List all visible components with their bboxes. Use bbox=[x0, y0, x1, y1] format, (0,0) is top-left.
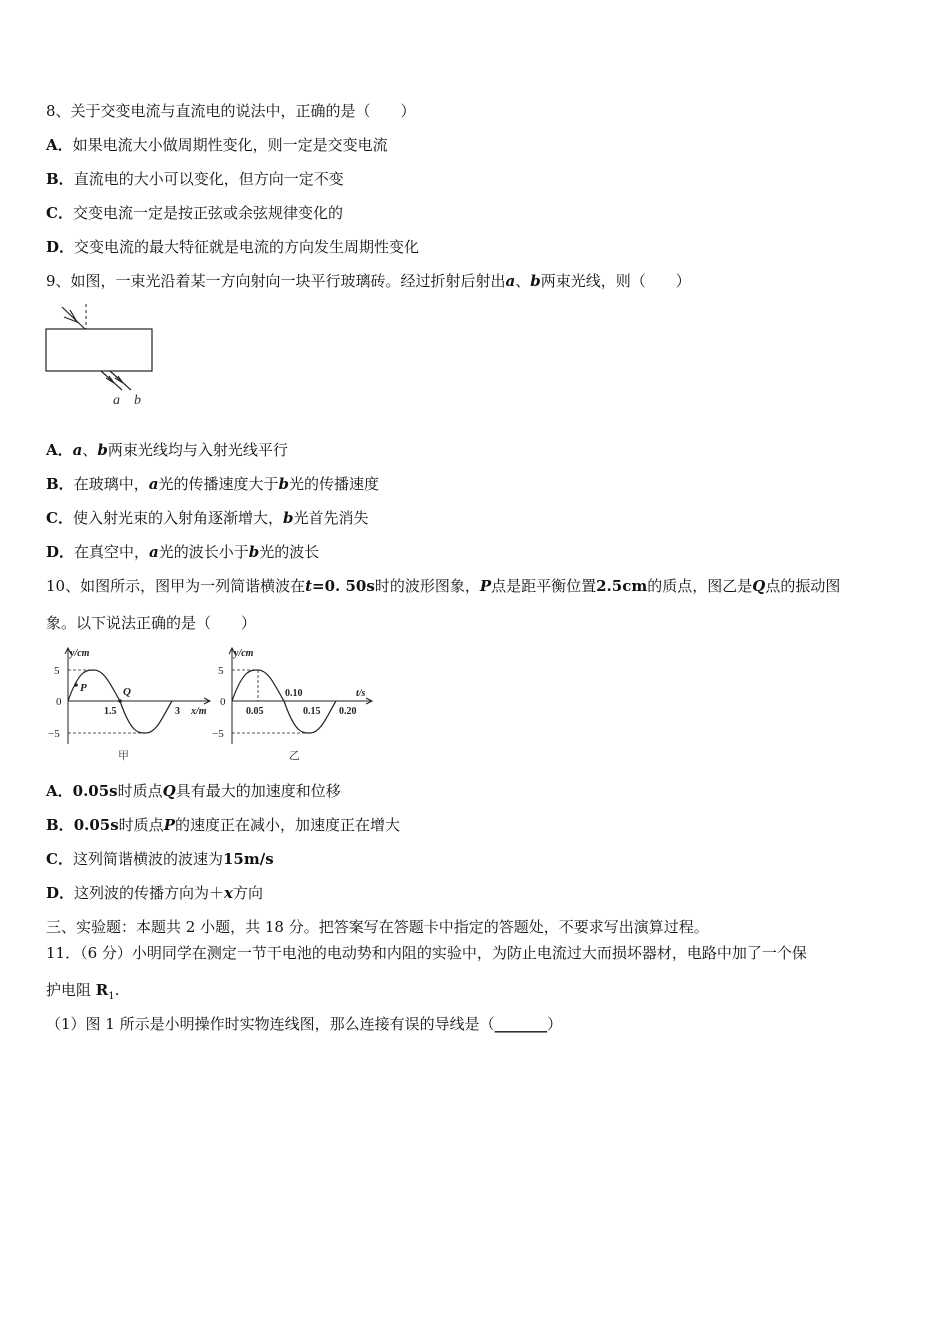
caption-jia: 甲 bbox=[118, 750, 129, 762]
q10-option-b bbox=[46, 815, 400, 835]
q8-option-d bbox=[46, 237, 419, 257]
text: 在真空中， bbox=[74, 543, 150, 561]
y-tick-0: 0 bbox=[56, 696, 62, 708]
value: 15m/s bbox=[222, 850, 274, 868]
var-p: P bbox=[163, 816, 175, 834]
text: 时质点 bbox=[117, 782, 163, 800]
option-text: 如果电流大小做周期性变化，则一定是交变电流 bbox=[72, 136, 388, 154]
subscript: 1 bbox=[108, 991, 115, 1002]
option-text: 直流电的大小可以变化，但方向一定不变 bbox=[73, 170, 344, 188]
point-q bbox=[118, 699, 122, 703]
time-value: =0. 50s bbox=[312, 577, 375, 595]
var-a: a bbox=[72, 441, 83, 459]
var-p: P bbox=[479, 577, 492, 595]
q10-option-d bbox=[46, 883, 263, 903]
vibration-graph-yi bbox=[212, 644, 382, 766]
text: 使入射光束的入射角逐渐增大， bbox=[72, 509, 283, 527]
var-a: a bbox=[149, 543, 159, 561]
q9-option-a bbox=[46, 440, 288, 460]
text: . bbox=[114, 981, 120, 999]
option-label: C． bbox=[46, 204, 73, 222]
option-label: C． bbox=[46, 509, 73, 527]
caption-yi: 乙 bbox=[289, 750, 300, 762]
y-tick-minus5: −5 bbox=[212, 728, 224, 740]
text: 点的振动图 bbox=[765, 577, 841, 595]
q10-stem-line2: 象。以下说法正确的是（ ） bbox=[46, 614, 257, 632]
text: 两束光线，则（ ） bbox=[540, 272, 691, 290]
section3-title: 三、实验题：本题共 2 小题，共 18 分。把答案写在答题卡中指定的答题处，不要求写出演算过程。 bbox=[46, 918, 709, 936]
q11-sub1 bbox=[46, 1014, 562, 1034]
var-b: b bbox=[530, 272, 541, 290]
option-label: C． bbox=[46, 850, 73, 868]
q10-option-a bbox=[46, 781, 341, 801]
ray-b bbox=[110, 371, 131, 390]
t-tick-0-05: 0.05 bbox=[246, 706, 264, 717]
q8-option-a bbox=[46, 135, 388, 155]
option-label: B． bbox=[46, 475, 74, 493]
text: 具有最大的加速度和位移 bbox=[175, 782, 341, 800]
text: （1）图 1 所示是小明操作时实物连线图，那么连接有误的导线是（ bbox=[46, 1015, 495, 1033]
text: 光的传播速度大于 bbox=[158, 475, 279, 493]
text: 护电阻 bbox=[46, 981, 96, 999]
text: 这列波的传播方向为＋ bbox=[74, 884, 225, 902]
t-tick-0-20: 0.20 bbox=[339, 706, 357, 717]
glass-slab bbox=[46, 329, 152, 371]
y-tick-5: 5 bbox=[218, 665, 224, 677]
label-q: Q bbox=[123, 686, 131, 698]
q10-option-c bbox=[46, 849, 274, 869]
var-t: t bbox=[305, 577, 313, 595]
q8-option-b bbox=[46, 169, 344, 189]
text: 光首先消失 bbox=[293, 509, 369, 527]
var-b: b bbox=[97, 441, 108, 459]
text: 的质点，图乙是 bbox=[647, 577, 753, 595]
q9-stem bbox=[46, 271, 691, 291]
var-b: b bbox=[278, 475, 289, 493]
text: 点是距平衡位置 bbox=[491, 577, 597, 595]
option-text: 交变电流一定是按正弦或余弦规律变化的 bbox=[72, 204, 343, 222]
y-tick-5: 5 bbox=[54, 665, 60, 677]
var-a: a bbox=[148, 475, 159, 493]
q10-stem-line1 bbox=[46, 576, 840, 596]
var-x: x bbox=[224, 884, 233, 902]
q11-stem-line1: 11．（6 分）小明同学在测定一节干电池的电动势和内阻的实验中，为防止电流过大而损坏器材，电路中加了一个保 bbox=[46, 944, 807, 962]
answer-blank[interactable]: _______ bbox=[494, 1015, 548, 1033]
q11-stem-line2 bbox=[46, 980, 119, 1007]
var-r: R bbox=[95, 981, 109, 999]
y-axis-label: y/cm bbox=[70, 648, 90, 659]
text: 光的波长小于 bbox=[158, 543, 249, 561]
y-tick-0: 0 bbox=[220, 696, 226, 708]
text: 的速度正在减小，加速度正在增大 bbox=[174, 816, 400, 834]
value: 0.05s bbox=[72, 782, 118, 800]
x-axis-label: x/m bbox=[191, 706, 207, 717]
text: 两束光线均与入射光线平行 bbox=[107, 441, 288, 459]
q8-option-c bbox=[46, 203, 343, 223]
y-axis-label: y/cm bbox=[234, 648, 254, 659]
y-tick-minus5: −5 bbox=[48, 728, 60, 740]
var-b: b bbox=[282, 509, 294, 527]
option-label: B． bbox=[46, 170, 74, 188]
var-q: Q bbox=[752, 577, 766, 595]
text: 这列简谐横波的波速为 bbox=[72, 850, 223, 868]
value: 0.05s bbox=[73, 816, 119, 834]
text: 9、如图，一束光沿着某一方向射向一块平行玻璃砖。经过折射后射出 bbox=[46, 272, 506, 290]
option-label: D． bbox=[46, 543, 75, 561]
label-b: b bbox=[134, 393, 141, 408]
q9-option-d bbox=[46, 542, 319, 562]
text: 时的波形图象， bbox=[374, 577, 480, 595]
point-p bbox=[74, 683, 78, 687]
x-tick-3: 3 bbox=[175, 706, 180, 717]
x-tick-1-5: 1.5 bbox=[104, 706, 117, 717]
label-p: P bbox=[80, 682, 87, 694]
text: ） bbox=[547, 1015, 563, 1033]
glass-slab-figure bbox=[40, 298, 170, 410]
q9-option-c bbox=[46, 508, 368, 528]
t-tick-0-10: 0.10 bbox=[285, 688, 303, 699]
text: 、 bbox=[515, 272, 531, 290]
var-a: a bbox=[505, 272, 516, 290]
option-label: A． bbox=[46, 136, 73, 154]
text: 时质点 bbox=[118, 816, 164, 834]
text: 光的波长 bbox=[259, 543, 320, 561]
text: 光的传播速度 bbox=[288, 475, 379, 493]
option-label: D． bbox=[46, 238, 75, 256]
distance-value: 2.5cm bbox=[596, 577, 648, 595]
option-label: B． bbox=[46, 816, 74, 834]
t-axis-label: t/s bbox=[356, 688, 366, 699]
option-label: A． bbox=[46, 441, 73, 459]
label-a: a bbox=[113, 393, 120, 408]
t-tick-0-15: 0.15 bbox=[303, 706, 321, 717]
option-label: D． bbox=[46, 884, 75, 902]
text: 方向 bbox=[232, 884, 263, 902]
q9-option-b bbox=[46, 474, 379, 494]
q8-stem: 8、关于交变电流与直流电的说法中，正确的是（ ） bbox=[46, 102, 416, 120]
option-label: A． bbox=[46, 782, 73, 800]
wave-graph-jia bbox=[48, 644, 218, 766]
text: 、 bbox=[82, 441, 98, 459]
option-text: 交变电流的最大特征就是电流的方向发生周期性变化 bbox=[74, 238, 420, 256]
text: 10、如图所示，图甲为一列简谐横波在 bbox=[46, 577, 306, 595]
var-b: b bbox=[248, 543, 260, 561]
text: 在玻璃中， bbox=[73, 475, 149, 493]
var-q: Q bbox=[162, 782, 176, 800]
